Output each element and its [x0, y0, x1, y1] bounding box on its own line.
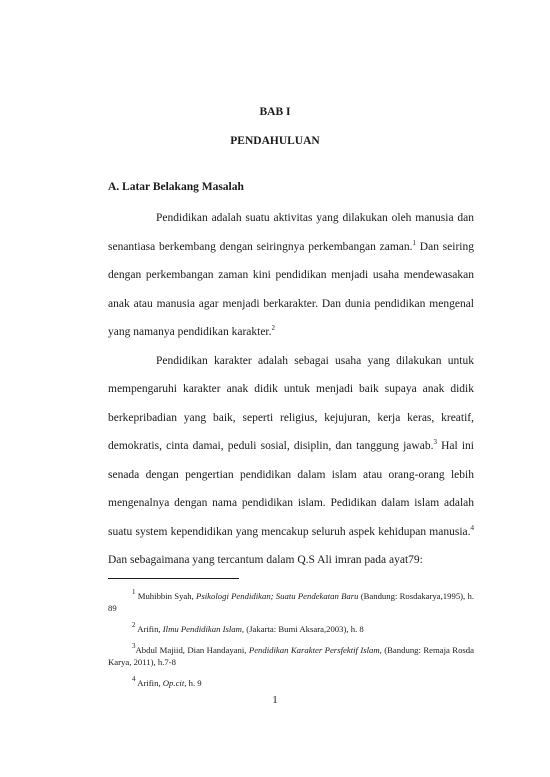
paragraph-2-part-2: Hal ini senada dengan pengertian pendidikan dalam islam atau orang-orang lebih mengenalnya dengan nama pendidikan islam. Pedidikan dalam islam adalah suatu system kependidikan yang mencakup seluruh aspek kehidupan manusia. [108, 440, 475, 538]
footnotes [108, 590, 474, 698]
footnote-text: Abdul Majiid, Dian Handayani, [135, 645, 249, 655]
footnote-text: Arifin, [135, 678, 163, 688]
footnote-number: 3 [132, 642, 136, 650]
footnote-text: (Bandung: Rosdakarya,1995), h. 89 [108, 591, 474, 613]
chapter-number: BAB I [259, 106, 291, 118]
footnote-book-title: Ilmu Pendidikan Islam, [162, 624, 245, 634]
paragraph-1-part-1: Pendidikan adalah suatu aktivitas yang dilakukan oleh manusia dan senantiasa berkembang dengan seiringnya perkembangan zaman. [108, 212, 474, 253]
footnote-ref-2: 2 [271, 324, 275, 332]
footnote-3 [108, 644, 474, 668]
footnote-book-title: Pendidikan Karakter Persfektif Islam [248, 645, 380, 655]
footnote-text: (Jakarta: Bumi Aksara,2003), h. 8 [244, 624, 364, 634]
footnote-4 [108, 677, 474, 689]
footnote-text: , h. 9 [184, 678, 202, 688]
footnote-number: 2 [132, 621, 136, 629]
footnote-ref-1: 1 [412, 238, 417, 247]
footnote-book-title: Psikologi Pendidikan; Suatu Pendekatan Baru [196, 591, 359, 601]
footnote-divider [108, 578, 239, 579]
section-heading: A. Latar Belakang Masalah [108, 181, 244, 193]
page-number: 1 [272, 694, 278, 706]
paragraph-2-part-3: Dan sebagaimana yang tercantum dalam Q.S Ali imran pada ayat79: [108, 554, 423, 566]
footnote-book-title: Op.cit [162, 678, 185, 688]
footnote-number: 4 [132, 675, 136, 683]
footnote-text: Muhibbin Syah, [135, 591, 197, 601]
footnote-text: Arifin, [135, 624, 163, 634]
footnote-1 [108, 590, 474, 614]
paragraph-1-part-2: Dan seiring dengan perkembangan zaman kini pendidikan menjadi usaha mendewasakan anak atau manusia agar menjadi berkarakter. Dan dunia pendidikan mengenal yang namanya pendidikan karakter. [108, 240, 474, 338]
paragraph-2-part-1: Pendidikan karakter adalah sebagai usaha yang dilakukan untuk mempengaruhi karakter anak didik untuk menjadi baik supaya anak didik berkepribadian yang baik, seperti religius, kejujuran, kerja keras, kreatif, demokratis, cinta damai, peduli sosial, disiplin, dan tanggung jawab. [108, 354, 474, 452]
paragraph-1 [108, 204, 474, 347]
chapter-title: PENDAHULUAN [230, 135, 320, 147]
paragraph-2 [108, 347, 474, 575]
footnote-number: 1 [132, 588, 136, 596]
footnote-ref-4: 4 [470, 523, 474, 532]
footnote-ref-3: 3 [433, 438, 437, 446]
body-text [108, 204, 474, 575]
footnote-2 [108, 623, 474, 635]
footnote-text: , (Bandung: Remaja Rosda Karya, 2011), h.7-8 [108, 645, 474, 667]
